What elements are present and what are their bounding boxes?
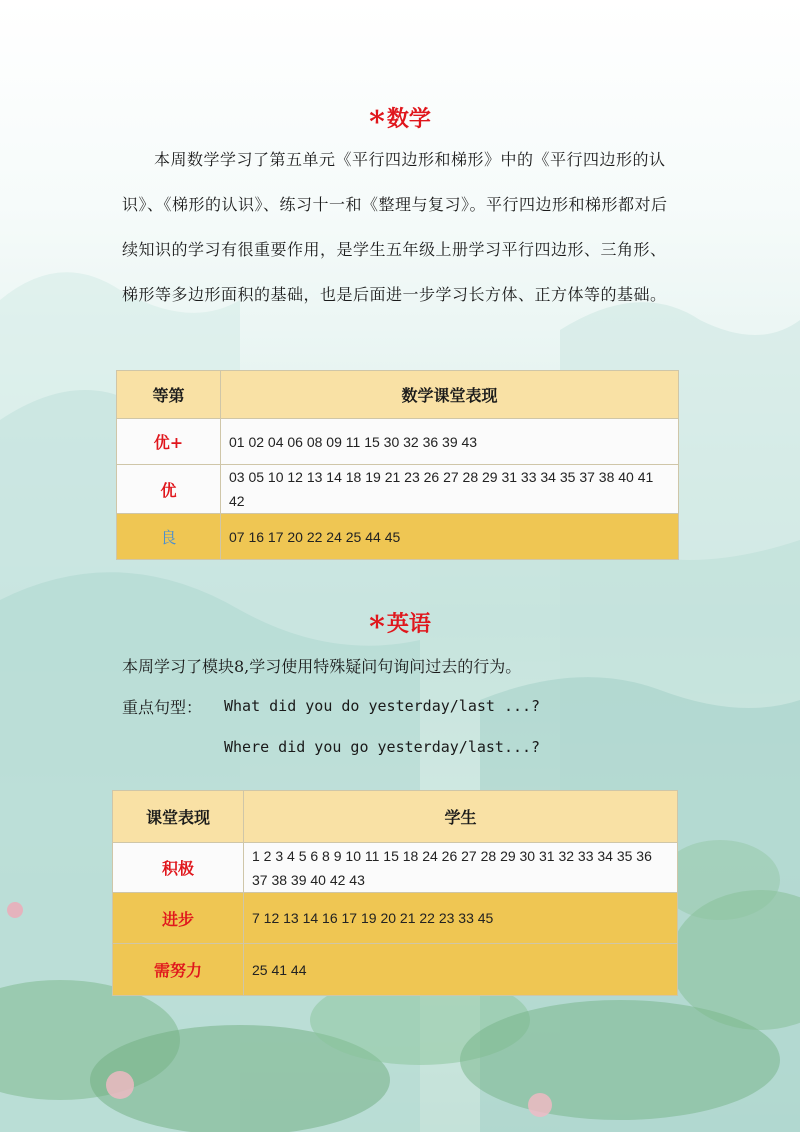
level-label: 积极 [113, 843, 244, 893]
student-numbers: 25 41 44 [244, 944, 678, 996]
student-numbers: 7 12 13 14 16 17 19 20 21 22 23 33 45 [244, 893, 678, 944]
star-icon: * [369, 610, 385, 645]
student-numbers: 01 02 04 06 08 09 11 15 30 32 36 39 43 [221, 419, 679, 465]
level-label: 需努力 [113, 944, 244, 996]
student-numbers: 07 16 17 20 22 24 25 44 45 [221, 514, 679, 560]
table-header-row [117, 371, 679, 419]
math-paragraph-block [122, 137, 682, 317]
student-numbers: 03 05 10 12 13 14 18 19 21 23 26 27 28 29 31 33 34 35 37 38 40 41 42 [221, 465, 679, 514]
table-header-row [113, 791, 678, 843]
key-sentence-1: What did you do yesterday/last ...? [224, 697, 541, 715]
table-row [113, 843, 678, 893]
table-row [113, 944, 678, 996]
header-students: 学生 [244, 791, 678, 843]
grade-label: 优+ [117, 419, 221, 465]
grade-label: 良 [117, 514, 221, 560]
header-performance: 课堂表现 [113, 791, 244, 843]
table-row [117, 419, 679, 465]
grade-label: 优 [117, 465, 221, 514]
header-grade: 等第 [117, 371, 221, 419]
english-intro: 本周学习了模块8,学习使用特殊疑问句询问过去的行为。 [122, 657, 522, 676]
table-row [117, 465, 679, 514]
english-heading [0, 607, 800, 645]
student-numbers: 1 2 3 4 5 6 8 9 10 11 15 18 24 26 27 28 29 30 31 32 33 34 35 36 37 38 39 40 42 43 [244, 843, 678, 893]
header-performance: 数学课堂表现 [221, 371, 679, 419]
level-label: 进步 [113, 893, 244, 944]
key-sentences-line [122, 695, 202, 718]
math-paragraph: 本周数学学习了第五单元《平行四边形和梯形》中的《平行四边形的认识》、《梯形的认识》、练习十一和《整理与复习》。平行四边形和梯形都对后续知识的学习有很重要作用，是学生五年级上册学习平行四边形、三角形、梯形等多边形面积的基础，也是后面进一步学习长方体、正方体等的基础。 [122, 150, 668, 304]
table-row [117, 514, 679, 560]
english-performance-table [112, 790, 678, 996]
math-performance-table [116, 370, 679, 560]
key-sentence-2: Where did you go yesterday/last...? [224, 738, 541, 756]
math-title: 数学 [386, 106, 431, 132]
key-sentences-label: 重点句型： [122, 698, 203, 717]
table-row [113, 893, 678, 944]
math-heading [0, 102, 800, 140]
star-icon: * [369, 105, 385, 140]
english-title: 英语 [386, 611, 431, 637]
